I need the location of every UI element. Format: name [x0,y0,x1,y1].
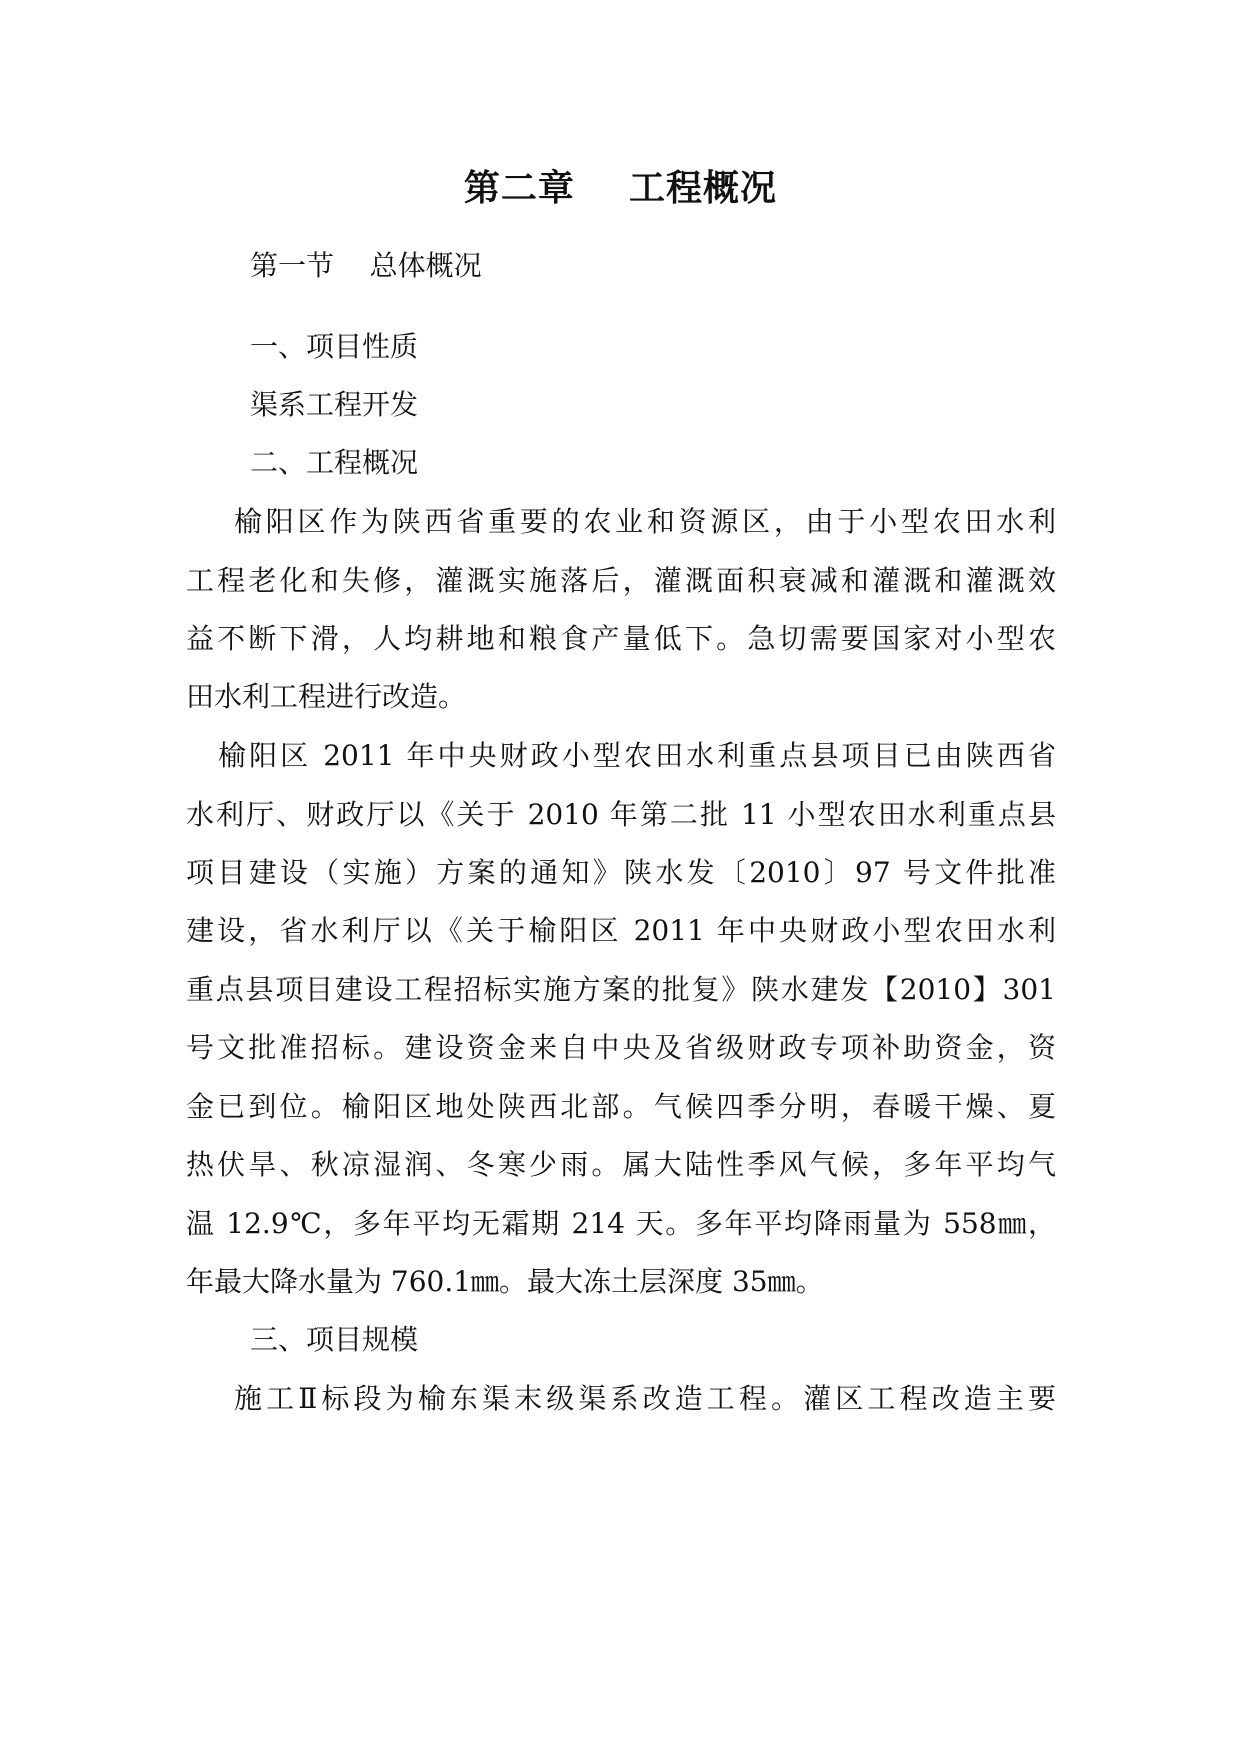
project-nature-text: 渠系工程开发 [250,388,419,421]
paragraph-line: 榆阳区 2011 年中央财政小型农田水利重点县项目已由陕西省 [218,739,1056,772]
paragraph-line: 施工Ⅱ标段为榆东渠末级渠系改造工程。灌区工程改造主要 [234,1382,1056,1415]
paragraph-line: 建设，省水利厅以《关于榆阳区 2011 年中央财政小型农田水利 [186,914,1056,947]
heading-project-scale: 三、项目规模 [250,1323,419,1356]
heading-project-nature: 一、项目性质 [250,330,419,363]
paragraph-line: 年最大降水量为 760.1㎜。最大冻土层深度 35㎜。 [186,1265,824,1298]
chapter-title: 第二章 工程概况 [463,167,778,209]
paragraph-line: 重点县项目建设工程招标实施方案的批复》陕水建发【2010】301 [186,973,1056,1006]
paragraph-line: 号文批准招标。建设资金来自中央及省级财政专项补助资金，资 [186,1031,1056,1064]
paragraph-line: 水利厅、财政厅以《关于 2010 年第二批 11 小型农田水利重点县 [186,798,1056,831]
paragraph-line: 榆阳区作为陕西省重要的农业和资源区，由于小型农田水利 [234,505,1056,538]
paragraph-line: 热伏旱、秋凉湿润、冬寒少雨。属大陆性季风气候，多年平均气 [186,1148,1056,1181]
section-title: 第一节 总体概况 [250,249,482,282]
heading-project-overview: 二、工程概况 [250,446,419,479]
paragraph-line: 益不断下滑，人均耕地和粮食产量低下。急切需要国家对小型农 [186,622,1056,655]
paragraph-line: 田水利工程进行改造。 [186,680,467,713]
paragraph-line: 温 12.9℃，多年平均无霜期 214 天。多年平均降雨量为 558㎜， [186,1207,1056,1240]
paragraph-line: 项目建设（实施）方案的通知》陕水发〔2010〕97 号文件批准 [186,856,1056,889]
paragraph-line: 金已到位。榆阳区地处陕西北部。气候四季分明，春暖干燥、夏 [186,1090,1056,1123]
paragraph-line: 工程老化和失修，灌溉实施落后，灌溉面积衰减和灌溉和灌溉效 [186,564,1056,597]
